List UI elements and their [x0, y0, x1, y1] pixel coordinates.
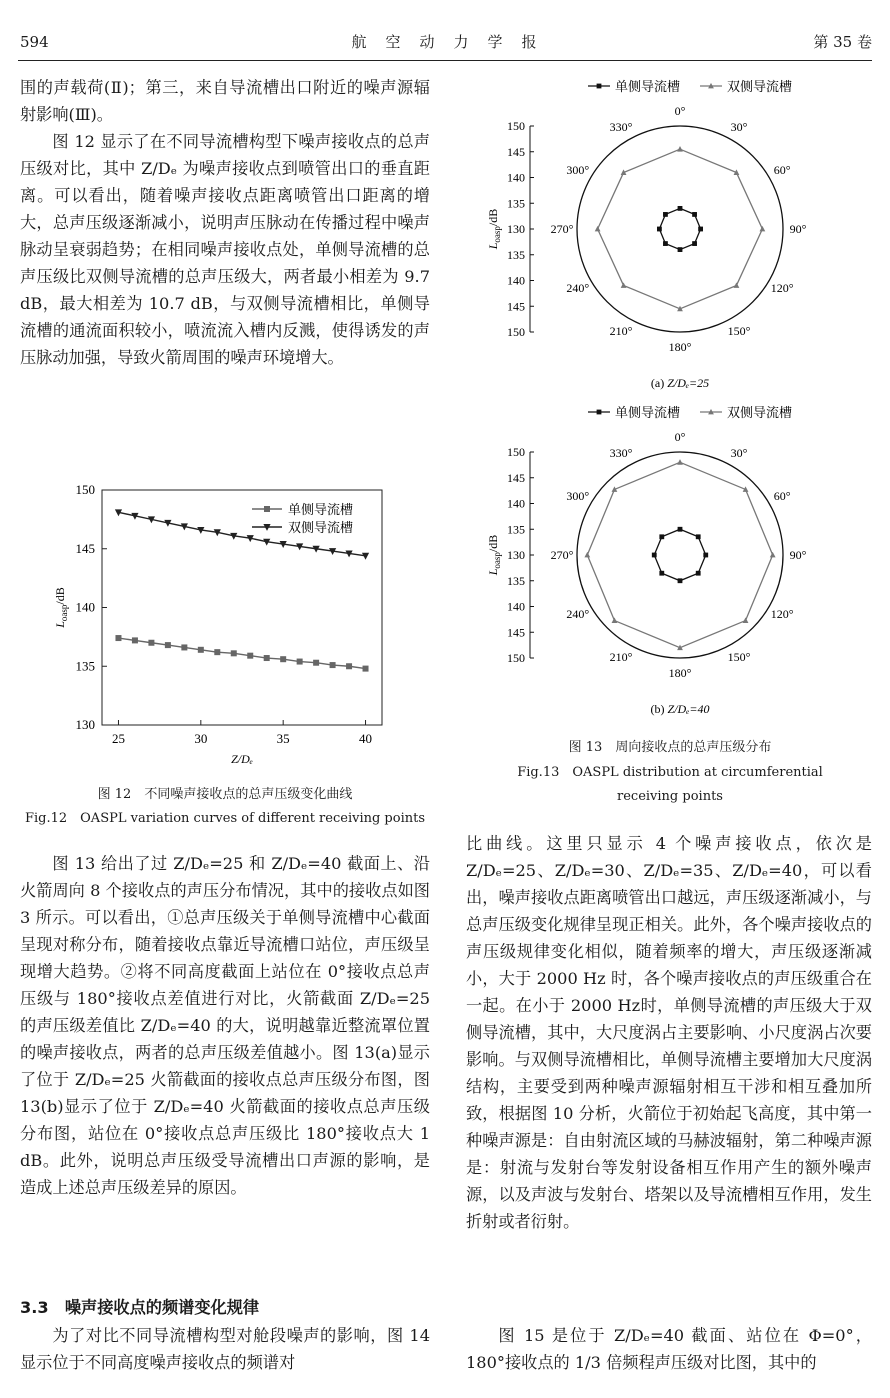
legend-label-0: 单侧导流槽	[288, 503, 354, 518]
fig12-line-chart	[20, 475, 440, 780]
data-point-0	[115, 635, 121, 641]
data-point-0	[652, 553, 657, 558]
fig13-caption-cn: 图 13 周向接收点的总声压级分布	[568, 740, 772, 755]
radial-tick-label: 140	[507, 599, 525, 614]
data-point-0	[657, 227, 662, 232]
radial-tick-label: 150	[507, 651, 525, 665]
legend-label-0: 单侧导流槽	[615, 406, 681, 421]
legend-marker-0	[264, 506, 270, 512]
data-point-0	[703, 553, 708, 558]
data-point-1	[677, 146, 683, 152]
radial-tick-label: 140	[507, 273, 525, 288]
radial-tick-label: 130	[507, 222, 525, 236]
paragraph-spectrum-discussion: 比曲线。这里只显示 4 个噪声接收点，依次是 Z/Dₑ=25、Z/Dₑ=30、Z/Dₑ=35、Z/Dₑ=40，可以看出，噪声接收点距离喷管出口越远，声压级逐渐减小，与总声压级变化规律呈现正相关。此外，各个噪声接收点的声压级规律变化相似，随着频率的增大，声压级逐渐减小，大于 2000 Hz 时，各个噪声接收点的声压级重合在一起。在小于 2000 Hz时，单侧导流槽的声压级大于双侧导流槽，其中，大尺度涡占主要影响、小尺度涡占次要影响。与双侧导流槽相比，单侧导流槽主要增加大尺度涡结构，主要受到两种噪声源辐射相互干涉和相互叠加所致，根据图 10 分析，火箭位于初始起飞高度，其中第一种噪声源是：自由射流区域的马赫波辐射，第二种噪声源是：射流与发射台等发射设备相互作用产生的额外噪声源，以及声波与发射台、塔架以及导流槽相互作用，发生折射或者衍射。	[466, 834, 872, 1231]
polar-outer-ring	[577, 452, 783, 658]
polar-outer-ring	[577, 126, 783, 332]
angle-label: 180°	[668, 340, 692, 354]
data-point-0	[346, 663, 352, 669]
angle-label: 330°	[609, 445, 633, 460]
angle-label: 240°	[566, 281, 590, 295]
x-axis-label: Z/Dₑ	[231, 752, 253, 766]
x-tick-label: 25	[111, 731, 125, 746]
data-point-1	[760, 226, 766, 232]
data-point-1	[677, 459, 683, 465]
data-point-0	[198, 647, 204, 653]
fig13a-polar-chart	[485, 74, 845, 394]
data-point-1	[595, 226, 601, 232]
data-point-0	[148, 640, 154, 646]
radial-tick-label: 140	[507, 496, 525, 511]
data-point-0	[678, 527, 683, 532]
y-axis-label: $L_{oasp}/dB$	[486, 534, 502, 576]
data-point-0	[663, 212, 668, 217]
polar-subtitle: (b) Z/Dₑ=40	[650, 702, 710, 716]
radial-tick-label: 145	[507, 299, 525, 314]
angle-label: 120°	[770, 281, 794, 295]
angle-label: 90°	[789, 548, 807, 562]
y-axis-label: $L_{oasp}/dB$	[53, 587, 69, 628]
paragraph-continuation: 围的声载荷(Ⅱ)；第三，来自导流槽出口附近的噪声源辐射影响(Ⅲ)。	[20, 78, 430, 124]
angle-label: 150°	[727, 650, 751, 665]
x-tick-label: 35	[276, 731, 290, 746]
angle-label: 210°	[609, 324, 633, 339]
data-point-0	[264, 655, 270, 661]
y-tick-label: 145	[75, 540, 95, 556]
data-point-1	[362, 553, 369, 560]
angle-label: 0°	[674, 104, 686, 118]
y-axis-label: $L_{oasp}/dB$	[486, 208, 502, 250]
volume-label: 第 35 卷	[813, 33, 872, 51]
data-point-0	[696, 534, 701, 539]
data-point-0	[313, 660, 319, 666]
angle-label: 180°	[668, 666, 692, 680]
radial-tick-label: 135	[507, 522, 525, 537]
angle-label: 240°	[566, 607, 590, 621]
data-point-0	[678, 578, 683, 583]
fig12-caption-cn: 图 12 不同噪声接收点的总声压级变化曲线	[97, 787, 353, 802]
angle-label: 0°	[674, 430, 686, 444]
radial-tick-label: 150	[507, 325, 525, 339]
data-point-0	[696, 571, 701, 576]
data-point-0	[678, 206, 683, 211]
legend-label-0: 单侧导流槽	[615, 80, 681, 95]
data-point-1	[584, 552, 590, 558]
angle-label: 330°	[609, 119, 633, 134]
radial-tick-label: 150	[507, 119, 525, 133]
data-point-0	[297, 659, 303, 665]
data-point-0	[659, 534, 664, 539]
data-point-0	[692, 241, 697, 246]
data-point-0	[231, 650, 237, 656]
x-tick-label: 40	[359, 731, 373, 746]
data-point-1	[743, 617, 749, 623]
data-point-0	[698, 227, 703, 232]
data-point-0	[280, 656, 286, 662]
angle-label: 60°	[773, 489, 791, 503]
data-point-1	[770, 552, 776, 558]
radial-tick-label: 150	[507, 445, 525, 459]
angle-label: 120°	[770, 607, 794, 621]
radial-tick-label: 145	[507, 144, 525, 159]
data-point-0	[247, 653, 253, 659]
angle-label: 60°	[773, 163, 791, 177]
radial-tick-label: 140	[507, 170, 525, 185]
radial-tick-label: 135	[507, 196, 525, 211]
angle-label: 270°	[550, 222, 574, 236]
data-point-0	[659, 571, 664, 576]
data-point-0	[692, 212, 697, 217]
x-tick-label: 30	[194, 731, 208, 746]
radial-tick-label: 135	[507, 247, 525, 262]
y-tick-label: 140	[75, 599, 95, 615]
angle-label: 210°	[609, 650, 633, 665]
header-rule	[18, 60, 872, 61]
polar-subtitle: (a) Z/Dₑ=25	[650, 376, 710, 390]
legend-marker-0	[597, 84, 602, 89]
data-point-0	[663, 241, 668, 246]
paragraph-fig13-discussion: 图 13 给出了过 Z/Dₑ=25 和 Z/Dₑ=40 截面上、沿火箭周向 8 个接收点的声压分布情况，其中的接收点如图 3 所示。可以看出，①总声压级关于单侧导流槽中心截面呈现对称分布，随着接收点靠近导流槽口站位，声压级呈现增大趋势。②将不同高度截面上站位在 0°接收点总声压级与 180°接收点差值进行对比，火箭截面 Z/Dₑ=25 的声压级差值比 Z/Dₑ=40 的大，说明越靠近整流罩位置的噪声接收点，两者的总声压级差值越小。图 13(a)显示了位于 Z/Dₑ=25 火箭截面的接收点总声压级分布图，图 13(b)显示了位于 Z/Dₑ=40 火箭截面的接收点总声压级分布图，站位在 0°接收点总声压级比 180°接收点大 1 dB。此外，说明总声压级受导流槽出口声源的影响，是造成上述总声压级差异的原因。	[20, 854, 430, 1197]
fig13-caption-en-line1: Fig.13 OASPL distribution at circumferential	[517, 765, 823, 780]
data-point-1	[734, 282, 740, 288]
fig12-caption-en: Fig.12 OASPL variation curves of different receiving points	[24, 811, 426, 826]
angle-label: 150°	[727, 324, 751, 339]
legend-label-1: 双侧导流槽	[727, 406, 793, 421]
y-tick-label: 130	[75, 717, 95, 732]
radial-tick-label: 130	[507, 548, 525, 562]
radial-tick-label: 135	[507, 573, 525, 588]
data-point-0	[165, 642, 171, 648]
angle-label: 30°	[730, 119, 748, 134]
legend-label-1: 双侧导流槽	[727, 80, 793, 95]
angle-label: 90°	[789, 222, 807, 236]
paragraph-fig15-intro: 图 15 是位于 Z/Dₑ=40 截面、站位在 Φ=0°，180°接收点的 1/3 倍频程声压级对比图，其中的	[466, 1326, 872, 1372]
data-point-0	[132, 637, 138, 643]
angle-label: 300°	[566, 163, 590, 177]
angle-label: 270°	[550, 548, 574, 562]
data-point-0	[214, 649, 220, 655]
data-point-1	[612, 617, 618, 623]
legend-label-1: 双侧导流槽	[288, 521, 354, 536]
journal-title: 航 空 动 力 学 报	[351, 33, 539, 51]
radial-tick-label: 145	[507, 470, 525, 485]
y-tick-label: 135	[75, 658, 95, 674]
paragraph-fig12-discussion: 图 12 显示了在不同导流槽构型下噪声接收点的总声压级对比，其中 Z/Dₑ 为噪声接收点到喷管出口的垂直距离。可以看出，随着噪声接收点距离喷管出口距离的增大，总声压级逐渐减小，说明声压脉动在传播过程中噪声脉动呈衰弱趋势；在相同噪声接收点处，单侧导流槽的总声压级比双侧导流槽的总声压级大，两者最小相差为 9.7 dB，最大相差为 10.7 dB，与双侧导流槽相比，单侧导流槽的通流面积较小，喷流流入槽内反溅，使得诱发的声压脉动加强，导致火箭周围的噪声环境增大。	[20, 132, 430, 367]
data-point-0	[330, 662, 336, 668]
data-point-0	[181, 644, 187, 650]
radial-tick-label: 145	[507, 625, 525, 640]
fig13b-polar-chart	[485, 400, 845, 720]
legend-marker-0	[597, 410, 602, 415]
angle-label: 30°	[730, 445, 748, 460]
data-point-0	[678, 247, 683, 252]
section-heading-3-3: 3.3 噪声接收点的频谱变化规律	[20, 1298, 260, 1317]
paragraph-fig14-intro: 为了对比不同导流槽构型对舱段噪声的影响，图 14 显示位于不同高度噪声接收点的频谱对	[20, 1326, 430, 1372]
page-number: 594	[20, 33, 49, 51]
angle-label: 300°	[566, 489, 590, 503]
series-line-0	[118, 638, 365, 669]
data-point-0	[363, 666, 369, 672]
y-tick-label: 150	[75, 482, 95, 497]
data-point-1	[621, 282, 627, 288]
fig13-caption-en-line2: receiving points	[617, 789, 723, 804]
